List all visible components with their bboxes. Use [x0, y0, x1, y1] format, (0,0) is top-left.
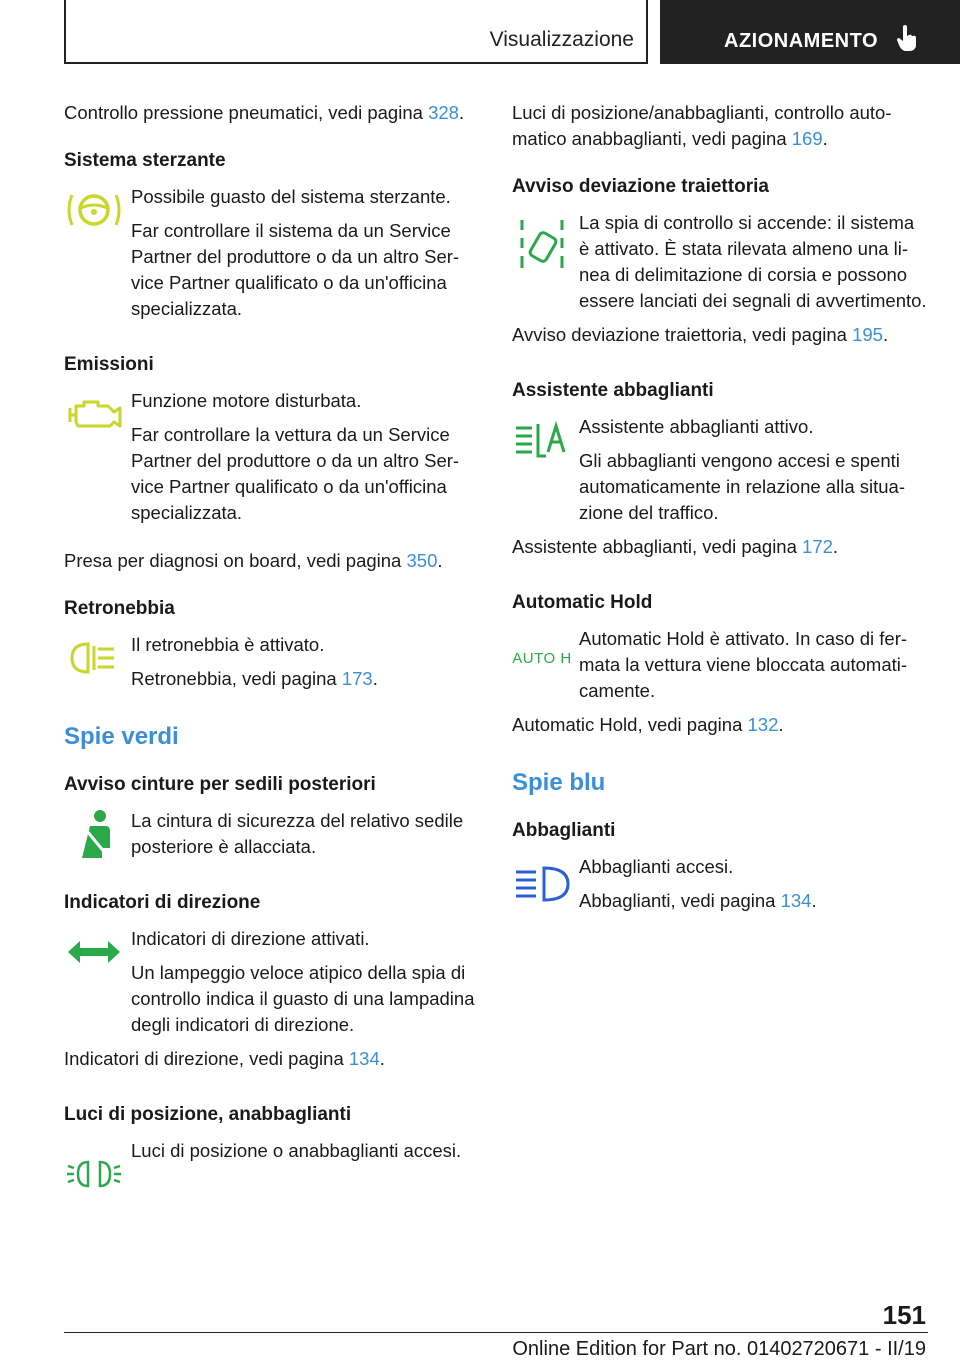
page-link[interactable]: 134	[348, 1048, 380, 1069]
lane-departure-icon	[512, 216, 572, 274]
body-text: Possibile guasto del sistema sterzante.	[131, 186, 451, 207]
right-column	[512, 100, 928, 944]
page-link[interactable]: 132	[747, 714, 779, 735]
left-column	[64, 100, 476, 1194]
body-text: Un lampeggio veloce atipico della spia di controllo indica il guasto di una lampadina degli indicatori di direzione.	[131, 962, 475, 1035]
high-beam-assist-icon	[512, 420, 572, 464]
section-title: Sistema sterzante	[64, 150, 226, 171]
intro-paragraph: Luci di posizione/anabbaglianti, controllo automatico anabbaglianti, vedi pagina 169.	[512, 102, 892, 149]
page-link[interactable]: 195	[852, 324, 883, 345]
page-number: 151	[882, 1300, 926, 1330]
body-text: Funzione motore disturbata.	[131, 390, 362, 411]
header-section-label: Visualizzazione	[489, 28, 634, 51]
header-chapter-label: AZIONAMENTO	[724, 30, 879, 52]
reference-paragraph: Assistente abbaglianti, vedi pagina 172.	[512, 536, 839, 557]
section-title: Indicatori di direzione	[64, 892, 261, 913]
body-text: Far controllare la vettura da un Service Partner del produttore o da un altro Service Partner qualificato o da un'officina specializzata.	[131, 424, 460, 523]
reference-paragraph: Avviso deviazione traiettoria, vedi pagina 195.	[512, 324, 889, 345]
header-section-tab	[64, 0, 648, 64]
body-text: Luci di posizione o anabbaglianti accesi.	[131, 1140, 462, 1161]
section-title: Automatic Hold	[512, 592, 653, 613]
page-link[interactable]: 172	[802, 536, 833, 557]
body-text: Gli abbaglianti vengono accesi e spenti automaticamente in relazione alla situazione del traffico.	[579, 450, 905, 523]
footer-divider	[64, 1332, 928, 1333]
reference-paragraph: Retronebbia, vedi pagina 173.	[131, 668, 378, 689]
body-text: Far controllare il sistema da un Service Partner del produttore o da un altro Service Partner qualificato o da un'officina specializzata.	[131, 220, 460, 319]
auto-hold-icon-label: AUTO H	[512, 649, 572, 667]
turn-signal-icon	[64, 930, 124, 974]
header-chapter-tab	[660, 0, 960, 64]
body-text: Abbaglianti accesi.	[579, 856, 734, 877]
hand-pointer-icon	[895, 24, 919, 52]
section-title: Retronebbia	[64, 598, 175, 619]
intro-paragraph: Controllo pressione pneumatici, vedi pagina 328.	[64, 102, 465, 123]
page-link[interactable]: 350	[406, 550, 438, 571]
reference-paragraph: Indicatori di direzione, vedi pagina 134.	[64, 1048, 385, 1069]
page-link[interactable]: 169	[791, 128, 823, 149]
section-title: Assistente abbaglianti	[512, 380, 714, 401]
page-link[interactable]: 134	[780, 890, 812, 911]
page-link[interactable]: 328	[428, 102, 459, 123]
body-text: Assistente abbaglianti attivo.	[579, 416, 814, 437]
rear-fog-light-icon	[64, 636, 124, 680]
body-text: Automatic Hold è attivato. In caso di fermata la vettura viene bloccata automaticamente.	[579, 628, 908, 701]
section-heading-green: Spie verdi	[64, 723, 179, 750]
seatbelt-icon	[64, 812, 124, 856]
body-text: Indicatori di direzione attivati.	[131, 928, 370, 949]
steering-warning-icon	[64, 188, 124, 232]
body-text: La cintura di sicurezza del relativo sedile posteriore è allacciata.	[131, 810, 464, 857]
reference-paragraph: Automatic Hold, vedi pagina 132.	[512, 714, 784, 735]
high-beam-icon	[512, 862, 572, 906]
body-text: Il retronebbia è attivato.	[131, 634, 325, 655]
engine-warning-icon	[64, 392, 124, 436]
body-text: La spia di controllo si accende: il sistema è attivato. È stata rilevata almeno una linea di delimitazione di corsia e possono essere lanciati dei segnali di avvertimento.	[579, 212, 927, 311]
position-lights-icon	[64, 1152, 124, 1196]
auto-hold-icon	[512, 636, 572, 680]
reference-paragraph: Abbaglianti, vedi pagina 134.	[579, 890, 817, 911]
section-title: Avviso cinture per sedili posteriori	[64, 774, 376, 795]
edition-note: Online Edition for Part no. 01402720671 - II/19	[512, 1338, 926, 1360]
reference-paragraph: Presa per diagnosi on board, vedi pagina 350.	[64, 550, 443, 571]
section-title: Emissioni	[64, 354, 154, 375]
section-title: Avviso deviazione traiettoria	[512, 176, 769, 197]
page-link[interactable]: 173	[341, 668, 373, 689]
section-title: Abbaglianti	[512, 820, 616, 841]
section-heading-blue: Spie blu	[512, 769, 606, 796]
section-title: Luci di posizione, anabbaglianti	[64, 1104, 352, 1125]
